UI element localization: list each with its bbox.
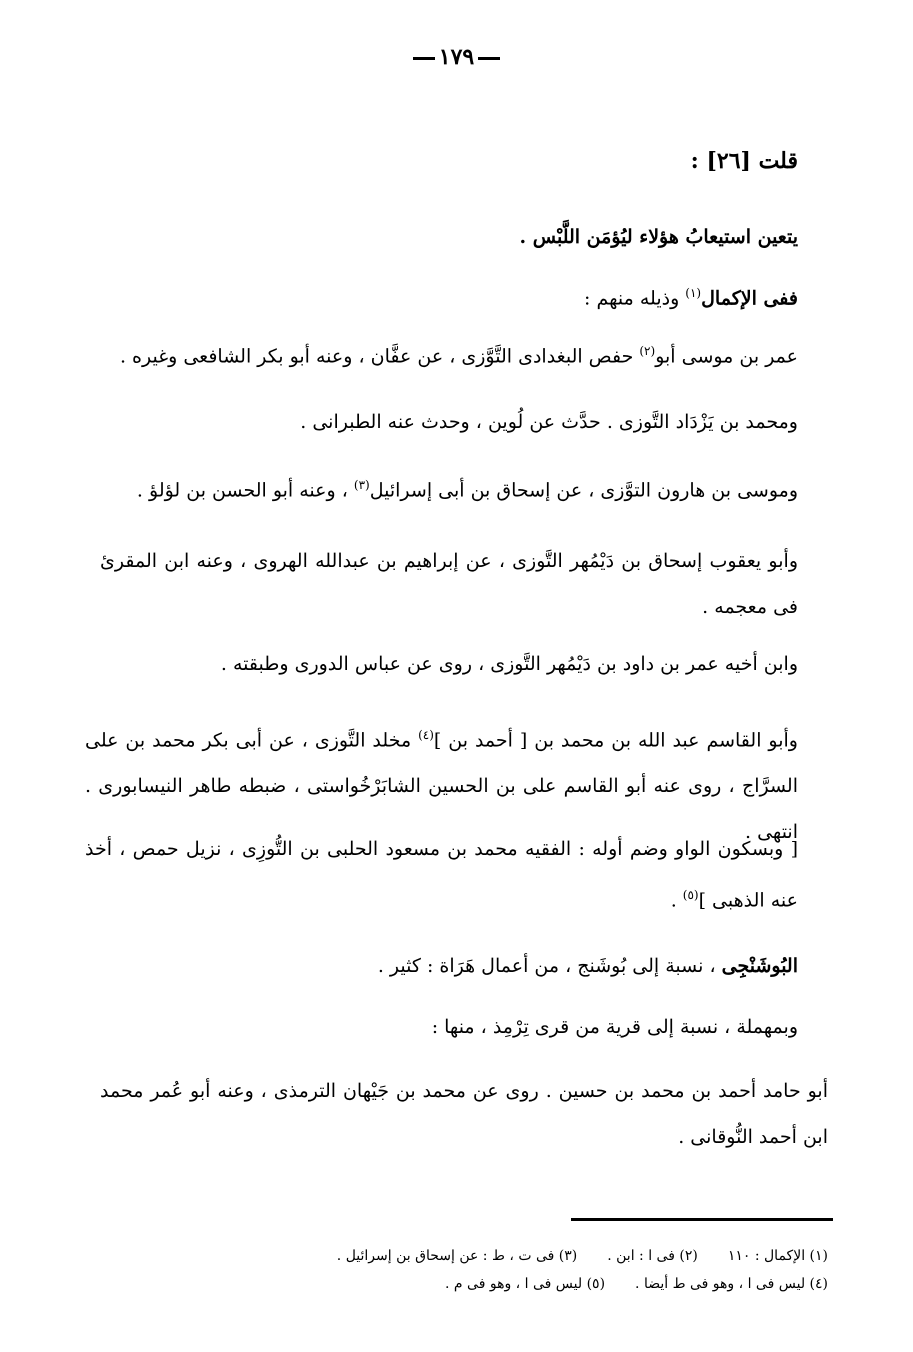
footnote-row-2	[100, 1270, 828, 1298]
footnote-ref-2: (٢)	[639, 344, 656, 358]
entry-text-a: وأبو القاسم عبد الله بن محمد بن [ أحمد بن ]	[433, 729, 798, 752]
footnote-ref-3: (٣)	[353, 478, 370, 492]
entry-text-b: ، وعنه أبو الحسن بن لؤلؤ .	[136, 479, 354, 502]
entry-text-b: .	[670, 889, 683, 912]
footnote-ref-1: (١)	[685, 286, 702, 300]
intro-line	[100, 226, 798, 248]
entry-text: ، نسبة إلى بُوشَنج ، من أعمال هَرَاة : كثير .	[377, 955, 722, 977]
section-heading-text: قلت [٢٦] :	[690, 148, 798, 174]
entry-text-a: عمر بن موسى أبو	[655, 345, 798, 368]
entry-ibn-akhihi	[100, 653, 798, 675]
footnote-1: (١) الإكمال : ١١٠	[727, 1248, 828, 1264]
entry-muhammad-bin-yazdad	[100, 411, 798, 433]
entry-text-b: حفص البغدادى التَّوَّزى ، عن عفَّان ، وعنه أبو بكر الشافعى وغيره .	[119, 345, 640, 368]
ikmal-title: ففى الإكمال	[701, 287, 798, 310]
page-number	[0, 44, 913, 70]
entry-text: أبو حامد أحمد بن محمد بن حسين . روى عن محمد بن جَيْهان الترمذى ، وعنه أبو عُمر محمد ابن أحمد النُّوقانى .	[100, 1080, 828, 1148]
footnote-4: (٤) ليس فى ا ، وهو فى ط أيضا .	[635, 1276, 828, 1292]
entry-text-a: وموسى بن هارون التوَّزى ، عن إسحاق بن أبى إسرائيل	[369, 479, 798, 502]
dash-left	[478, 57, 500, 60]
entry-abu-yaqub	[100, 538, 798, 630]
entry-abu-hamid	[100, 1068, 828, 1160]
ikmal-rest: وذيله منهم :	[584, 287, 686, 310]
dash-right	[413, 57, 435, 60]
footnote-2: (٢) فى ا : ابن .	[607, 1248, 698, 1264]
intro-text: يتعين استيعابُ هؤلاء ليُؤمَن اللَّبْس .	[519, 226, 798, 248]
footnote-3: (٣) فى ت ، ط : عن إسحاق بن إسرائيل .	[336, 1248, 578, 1264]
entry-text: وبمهملة ، نسبة إلى قرية من قرى تِرْمِذ ، منها :	[431, 1016, 798, 1038]
section-heading	[100, 148, 798, 174]
entry-umar-bin-musa	[100, 344, 798, 367]
footnote-5: (٥) ليس فى ا ، وهو فى م .	[445, 1276, 606, 1292]
page-number-text: ١٧٩	[438, 44, 475, 70]
entry-bracket-addition	[85, 826, 798, 923]
footnote-ref-5: (٥)	[682, 888, 699, 902]
ikmal-line	[100, 286, 798, 309]
entry-text: ومحمد بن يَزْدَاد التَّوزى . حدَّث عن لُوين ، وحدث عنه الطبرانى .	[300, 411, 798, 433]
entry-text-a: [ وبسكون الواو وضم أوله : الفقيه محمد بن مسعود الحلبى بن التُّوزِى ، نزيل حمص ، أخذ عنه الذهبى ]	[85, 838, 798, 912]
entry-muhmala	[100, 1016, 798, 1038]
footnotes	[100, 1242, 828, 1298]
footnote-divider	[571, 1218, 833, 1221]
nisba-heading: البُوشَنْجِى	[721, 955, 798, 977]
entry-musa-bin-harun	[100, 478, 798, 501]
entry-text: وابن أخيه عمر بن داود بن دَيْمُهر التَّوزى ، روى عن عباس الدورى وطبقته .	[220, 653, 798, 675]
entry-text: وأبو يعقوب إسحاق بن دَيْمُهر التَّوزى ، عن إبراهيم بن عبدالله الهروى ، وعنه ابن المقرئ فى معجمه .	[100, 550, 798, 618]
entry-text-b: مخلد التَّوزى ، عن أبى بكر محمد بن على السرَّاج ، روى عنه أبو القاسم على بن الحسين الشابَرْخُواستى ، ضبطه طاهر النيسابورى . انتهى .	[85, 729, 798, 844]
footnote-ref-4: (٤)	[418, 728, 434, 742]
footnote-row-1	[100, 1242, 828, 1270]
entry-bushanji	[100, 955, 798, 977]
